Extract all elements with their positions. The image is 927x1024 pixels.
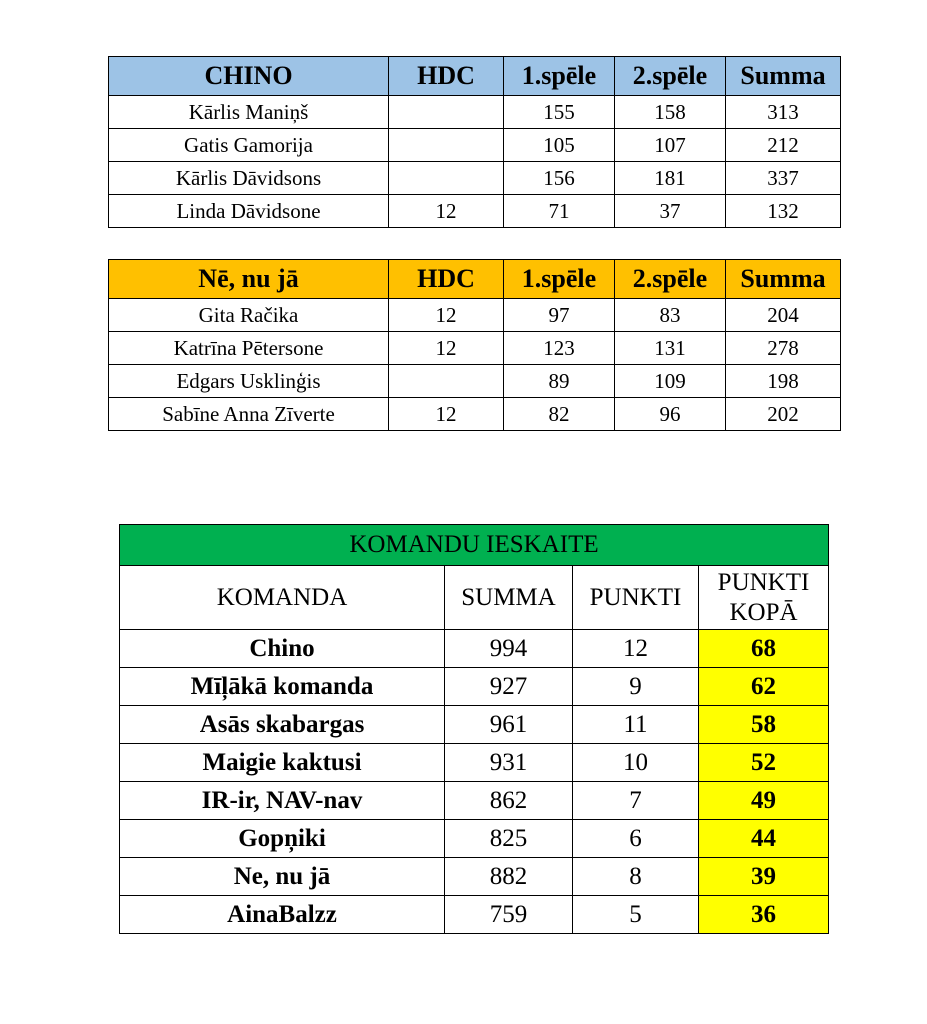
team-sum: 927 <box>445 668 573 706</box>
player-sum: 132 <box>726 195 841 228</box>
team-sum: 862 <box>445 782 573 820</box>
player-name: Sabīne Anna Zīverte <box>109 398 389 431</box>
player-game2: 37 <box>615 195 726 228</box>
team-total-points: 39 <box>699 858 829 896</box>
table-row <box>120 896 829 934</box>
team-name: Chino <box>120 630 445 668</box>
total-points-header-line2: KOPĀ <box>729 598 798 626</box>
player-game2: 158 <box>615 96 726 129</box>
team-total-points: 62 <box>699 668 829 706</box>
total-points-column-header <box>699 566 829 630</box>
team-table-chino <box>108 56 841 228</box>
sum-column-header: SUMMA <box>445 566 573 630</box>
sum-header: Summa <box>726 57 841 96</box>
team-name-header: CHINO <box>109 57 389 96</box>
player-hdc <box>389 96 504 129</box>
standings-title: KOMANDU IESKAITE <box>120 525 829 566</box>
table-row <box>109 299 841 332</box>
player-hdc: 12 <box>389 299 504 332</box>
standings-title-row <box>120 525 829 566</box>
team-name-header: Nē, nu jā <box>109 260 389 299</box>
team-total-points: 68 <box>699 630 829 668</box>
team-points: 7 <box>573 782 699 820</box>
player-game2: 96 <box>615 398 726 431</box>
game1-header: 1.spēle <box>504 57 615 96</box>
team-name: Ne, nu jā <box>120 858 445 896</box>
table-row <box>120 858 829 896</box>
team-points: 6 <box>573 820 699 858</box>
player-game2: 109 <box>615 365 726 398</box>
player-hdc <box>389 365 504 398</box>
game2-header: 2.spēle <box>615 57 726 96</box>
team-points: 8 <box>573 858 699 896</box>
team-total-points: 49 <box>699 782 829 820</box>
player-game1: 97 <box>504 299 615 332</box>
team-points: 5 <box>573 896 699 934</box>
team-name: AinaBalzz <box>120 896 445 934</box>
player-hdc: 12 <box>389 332 504 365</box>
standings-header-row <box>120 566 829 630</box>
player-name: Kārlis Dāvidsons <box>109 162 389 195</box>
team-name: Asās skabargas <box>120 706 445 744</box>
team-sum: 759 <box>445 896 573 934</box>
team-column-header: KOMANDA <box>120 566 445 630</box>
table-row <box>109 96 841 129</box>
hdc-header: HDC <box>389 57 504 96</box>
player-name: Gita Račika <box>109 299 389 332</box>
player-game1: 71 <box>504 195 615 228</box>
team-sum: 931 <box>445 744 573 782</box>
hdc-header: HDC <box>389 260 504 299</box>
player-hdc <box>389 129 504 162</box>
team-points: 10 <box>573 744 699 782</box>
total-points-header-line1: PUNKTI <box>717 568 810 596</box>
team-total-points: 52 <box>699 744 829 782</box>
sum-header: Summa <box>726 260 841 299</box>
player-name: Katrīna Pētersone <box>109 332 389 365</box>
player-name: Linda Dāvidsone <box>109 195 389 228</box>
player-name: Gatis Gamorija <box>109 129 389 162</box>
team-sum: 825 <box>445 820 573 858</box>
player-sum: 278 <box>726 332 841 365</box>
team-sum: 994 <box>445 630 573 668</box>
player-game1: 155 <box>504 96 615 129</box>
table-row <box>109 162 841 195</box>
team-header-row <box>109 260 841 299</box>
player-game2: 83 <box>615 299 726 332</box>
player-sum: 313 <box>726 96 841 129</box>
team-name: IR-ir, NAV-nav <box>120 782 445 820</box>
game1-header: 1.spēle <box>504 260 615 299</box>
player-game2: 107 <box>615 129 726 162</box>
table-row <box>120 782 829 820</box>
player-sum: 204 <box>726 299 841 332</box>
player-game1: 105 <box>504 129 615 162</box>
player-game1: 89 <box>504 365 615 398</box>
player-hdc: 12 <box>389 398 504 431</box>
player-name: Edgars Usklinģis <box>109 365 389 398</box>
table-row <box>109 332 841 365</box>
player-sum: 202 <box>726 398 841 431</box>
team-name: Gopņiki <box>120 820 445 858</box>
team-total-points: 58 <box>699 706 829 744</box>
table-row <box>120 668 829 706</box>
player-game1: 123 <box>504 332 615 365</box>
game2-header: 2.spēle <box>615 260 726 299</box>
table-row <box>109 129 841 162</box>
team-name: Maigie kaktusi <box>120 744 445 782</box>
team-points: 9 <box>573 668 699 706</box>
team-name: Mīļākā komanda <box>120 668 445 706</box>
table-row <box>120 706 829 744</box>
player-sum: 212 <box>726 129 841 162</box>
player-sum: 337 <box>726 162 841 195</box>
team-total-points: 36 <box>699 896 829 934</box>
player-game1: 156 <box>504 162 615 195</box>
team-points: 11 <box>573 706 699 744</box>
player-game2: 181 <box>615 162 726 195</box>
team-standings-table <box>119 524 829 934</box>
player-sum: 198 <box>726 365 841 398</box>
table-row <box>120 744 829 782</box>
player-name: Kārlis Maniņš <box>109 96 389 129</box>
player-game2: 131 <box>615 332 726 365</box>
team-sum: 961 <box>445 706 573 744</box>
team-header-row <box>109 57 841 96</box>
table-row <box>109 398 841 431</box>
player-hdc: 12 <box>389 195 504 228</box>
team-sum: 882 <box>445 858 573 896</box>
team-table-ne-nu-ja <box>108 259 841 431</box>
team-total-points: 44 <box>699 820 829 858</box>
player-game1: 82 <box>504 398 615 431</box>
team-points: 12 <box>573 630 699 668</box>
points-column-header: PUNKTI <box>573 566 699 630</box>
table-row <box>120 820 829 858</box>
table-row <box>109 365 841 398</box>
player-hdc <box>389 162 504 195</box>
table-row <box>109 195 841 228</box>
table-row <box>120 630 829 668</box>
